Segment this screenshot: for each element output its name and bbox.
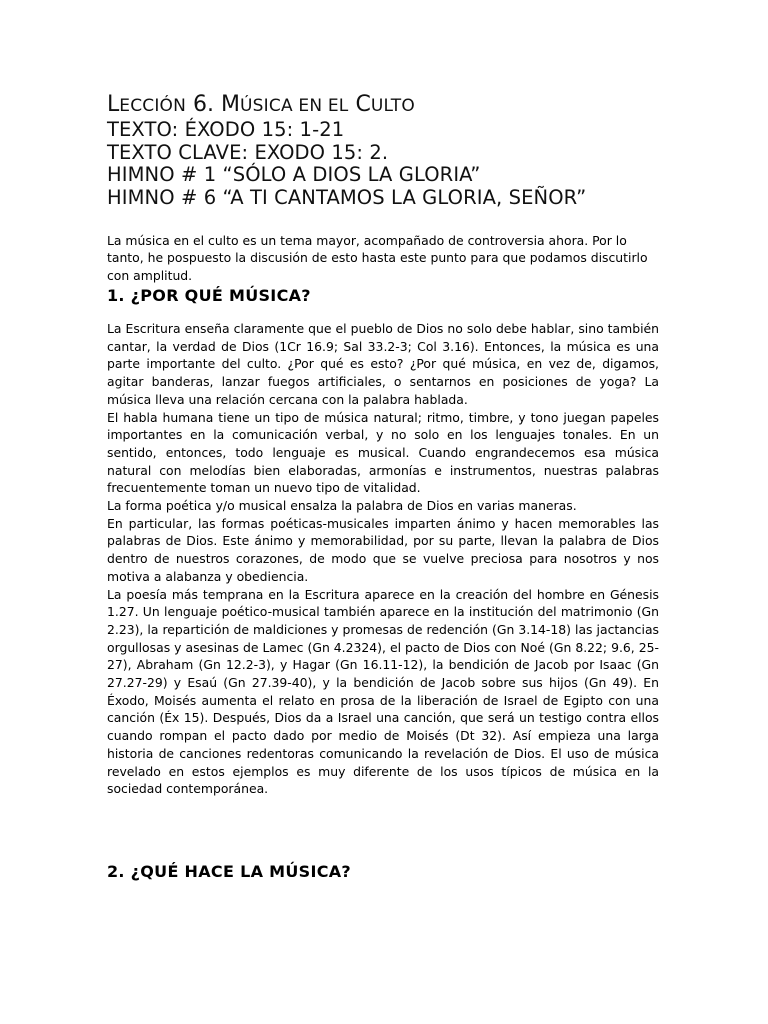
- paragraph: En particular, las formas poéticas-musicales imparten ánimo y hacen memorables las palabras de Dios. Este ánimo y memorabilidad, por su parte, llevan la palabra de Dios dentro de nuestros corazones, de modo que se vuelve preciosa para nosotros y nos motiva a alabanza y obediencia.: [107, 515, 659, 584]
- paragraph: La forma poética y/o musical ensalza la palabra de Dios en varias maneras.: [107, 498, 577, 514]
- title-part: C: [348, 92, 371, 117]
- paragraph: La Escritura enseña claramente que el pueblo de Dios no solo debe hablar, sino también cantar, la verdad de Dios (1Cr 16.9; Sal 33.2-3; Col 3.16). Entonces, la música es una parte importante del culto. ¿Por qué es esto? ¿Por qué música, en vez de, digamos, agitar banderas, lanzar fuegos artificiales, o sentarnos en posiciones de yoga? La música lleva una relación cercana con la palabra hablada.: [107, 321, 659, 407]
- paragraph: La poesía más temprana en la Escritura aparece en la creación del hombre en Génesis 1.27. Un lenguaje poético-musical también aparece en la institución del matrimonio (Gn 2.23), la repartición de maldiciones y promesas de redención (Gn 3.14-18) las jactancias orgullosas y asesinas de Lamec (Gn 4.2324), el pacto de Dios con Noé (Gn 8.22; 9.6, 25-27), Abraham (Gn 12.2-3), y Hagar (Gn 16.11-12), la bendición de Jacob por Isaac (Gn 27.27-29) y Esaú (Gn 27.39-40), y la bendición de Jacob sobre sus hijos (Gn 49). En Éxodo, Moisés aumenta el relato en prosa de la liberación de Israel de Egipto con una canción (Éx 15). Después, Dios da a Israel una canción, que será un testigo contra ellos cuando rompan el pacto dado por medio de Moisés (Dt 32). Así empieza una larga historia de canciones redentoras comunicando la revelación de Dios. El uso de música revelado en estos ejemplos es muy diferente de los usos típicos de música en la sociedad contemporánea.: [107, 586, 659, 797]
- section-2-heading: 2. ¿QUÉ HACE LA MÚSICA?: [107, 862, 352, 881]
- lesson-title: [107, 92, 707, 119]
- texto-line: TEXTO: ÉXODO 15: 1-21: [107, 118, 345, 141]
- intro-paragraph: La música en el culto es un tema mayor, acompañado de controversia ahora. Por lo tanto, he pospuesto la discusión de esto hasta este punto para que podamos discutirlo con amplitud.: [107, 233, 648, 283]
- lesson-header: [107, 92, 707, 209]
- title-part: ECCIÓN: [119, 96, 187, 116]
- texto-clave-line: TEXTO CLAVE: EXODO 15: 2.: [107, 140, 389, 164]
- section-1-heading: 1. ¿POR QUÉ MÚSICA?: [107, 286, 311, 305]
- title-part: ÚSICA EN EL: [240, 96, 349, 116]
- himno-1-line: HIMNO # 1 “SÓLO A DIOS LA GLORIA”: [107, 163, 481, 186]
- title-part: L: [107, 92, 120, 117]
- title-part: 6. M: [186, 92, 241, 117]
- paragraph: El habla humana tiene un tipo de música natural; ritmo, timbre, y tono juegan papeles importantes en la comunicación verbal, y no solo en los lenguajes tonales. En un sentido, entonces, todo lenguaje es musical. Cuando engrandecemos esa música natural con melodías bien elaboradas, armonías e instrumentos, nuestras palabras frecuentemente toman un nuevo tipo de vitalidad.: [107, 409, 659, 496]
- section-1-body: [107, 320, 659, 798]
- title-part: ULTO: [370, 96, 415, 116]
- himno-6-line: HIMNO # 6 “A TI CANTAMOS LA GLORIA, SEÑOR”: [107, 185, 587, 209]
